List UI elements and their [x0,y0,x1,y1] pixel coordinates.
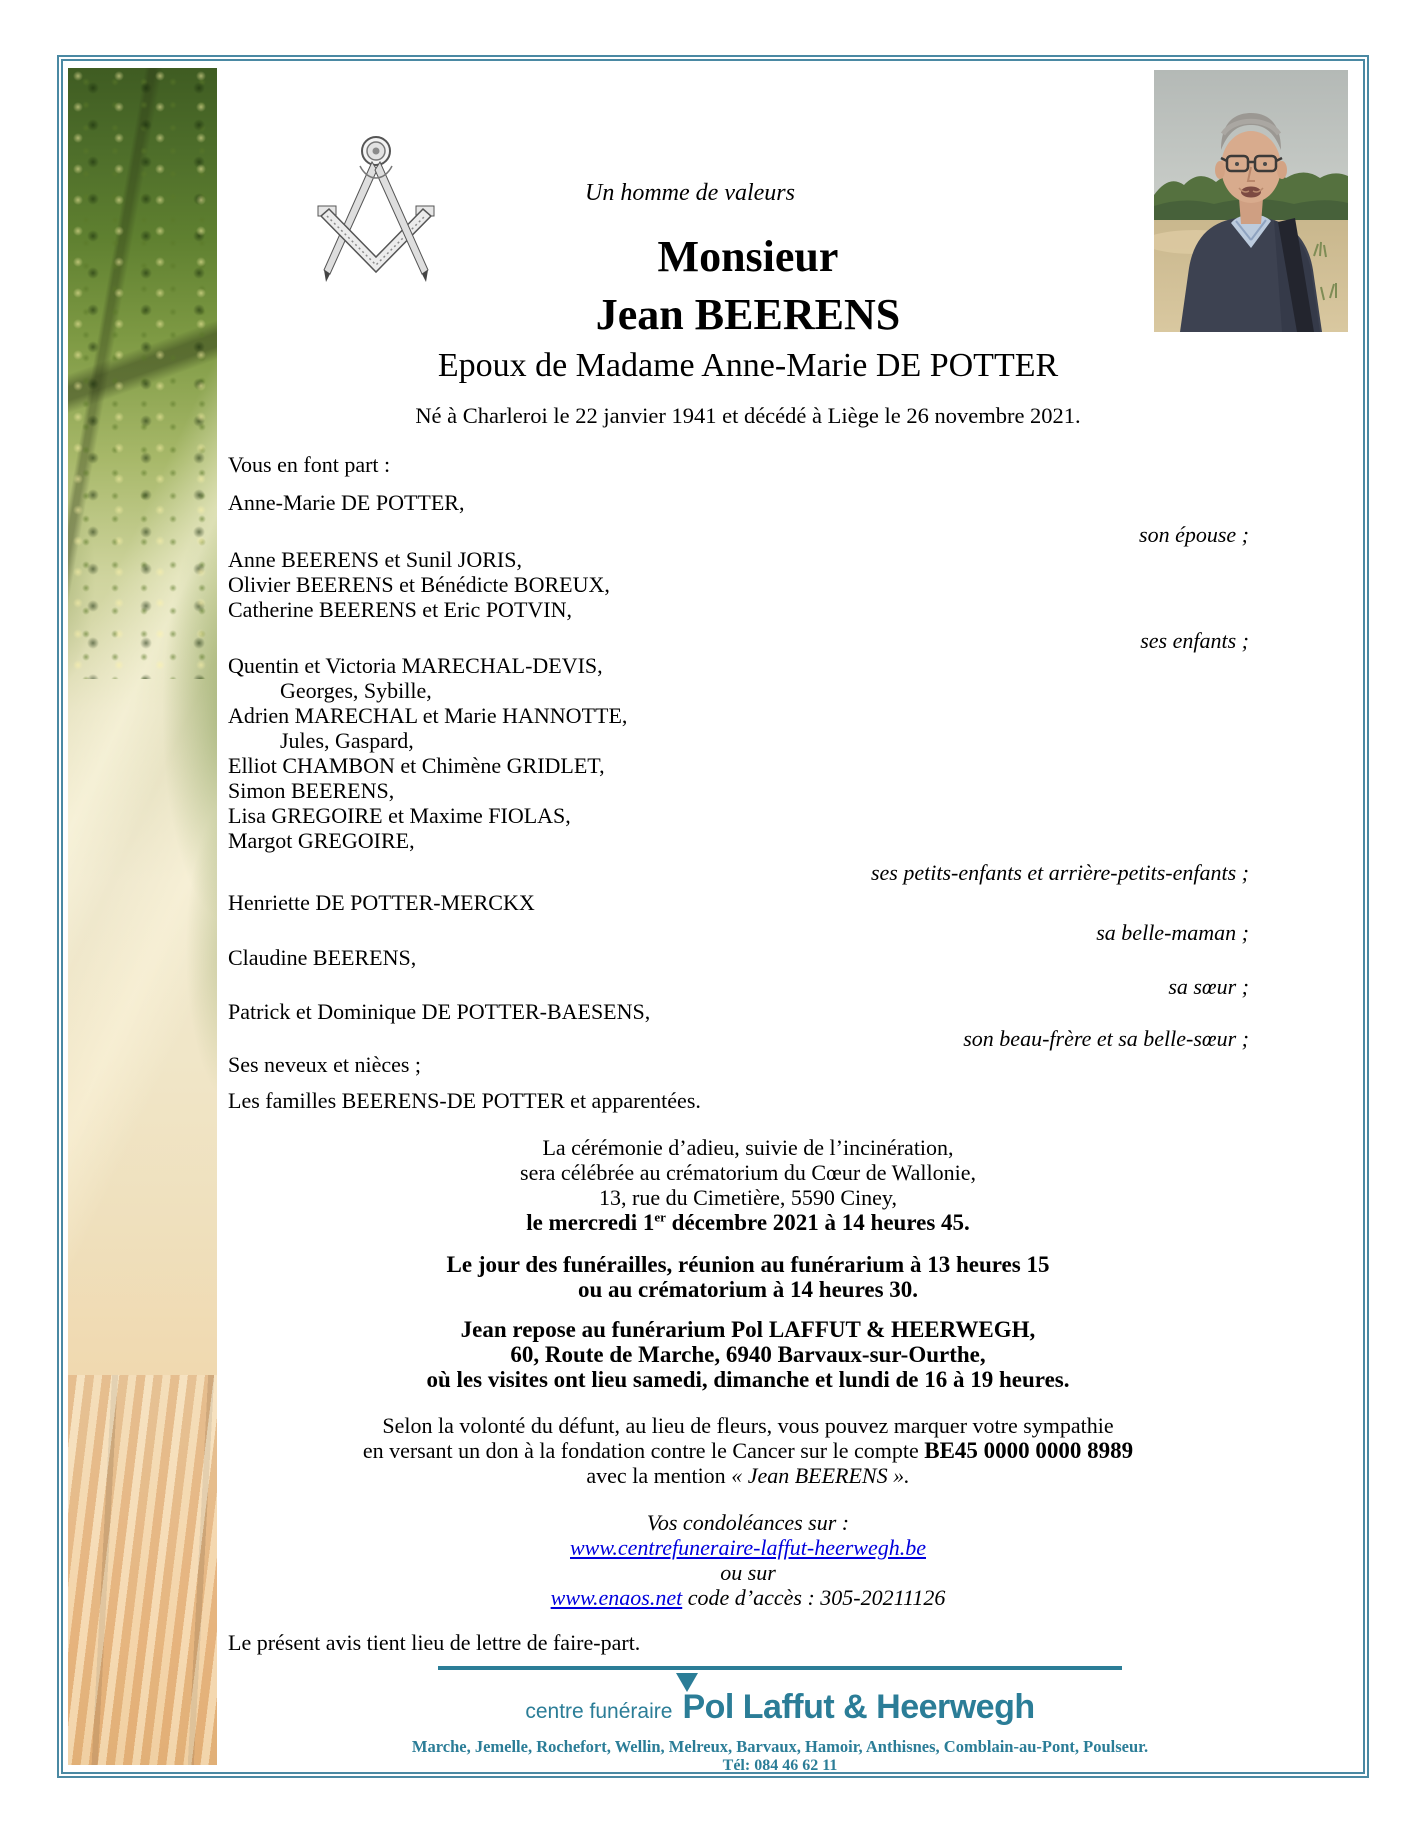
repose-line-2: 60, Route de Marche, 6940 Barvaux-sur-Ourthe, [510,1342,986,1367]
donation-account: BE45 0000 0000 8989 [924,1438,1134,1463]
relation-label: ses enfants ; [1140,628,1249,653]
ceremony-line-2: sera célébrée au crématorium du Cœur de Wallonie, [520,1160,976,1185]
ceremony-line-3: 13, rue du Cimetière, 5590 Ciney, [599,1185,897,1210]
condolences-link-row-1 [228,1535,1268,1560]
relation-label: sa belle-maman ; [1096,920,1249,945]
deceased-name: Jean BEERENS [595,290,901,339]
relation-label: sa sœur ; [1168,974,1249,999]
family-name-line: Elliot CHAMBON et Chimène GRIDLET, [228,753,605,778]
life-dates-line: Né à Charleroi le 22 janvier 1941 et décédé à Liège le 26 novembre 2021. [415,403,1081,428]
family-name-line: Quentin et Victoria MARECHAL-DEVIS, [228,653,603,678]
closing-nephews: Ses neveux et nièces ; [228,1052,422,1077]
funeral-date-line: le mercredi 1er décembre 2021 à 14 heures 45. [526,1209,970,1235]
repose-line-1: Jean repose au funérarium Pol LAFFUT & HEERWEGH, [460,1317,1036,1342]
ceremony-block [228,1135,1268,1610]
relation-label: son épouse ; [1139,522,1249,547]
closing-families: Les familles BEERENS-DE POTTER et apparentées. [228,1088,701,1113]
access-code-suffix: code d’accès : 305-20211126 [682,1585,946,1610]
condolences-heading: Vos condoléances sur : [646,1510,850,1535]
family-name-line: Henriette DE POTTER-MERCKX [228,890,535,915]
donation-line-1: Selon la volonté du défunt, au lieu de fleurs, vous pouvez marquer votre sympathie [382,1413,1114,1438]
donation-line-2: en versant un don à la fondation contre le Cancer sur le compte BE45 0000 0000 8989 [362,1438,1134,1463]
donation-mention: « Jean BEERENS ». [731,1463,910,1488]
condolences-link-row-2 [228,1585,1268,1610]
notice-line: Le présent avis tient lieu de lettre de faire-part. [228,1630,641,1655]
family-list [228,452,1249,1113]
ceremony-line-1: La cérémonie d’adieu, suivie de l’incinération, [542,1135,954,1160]
donation-line-3: avec la mention « Jean BEERENS ». [586,1463,910,1488]
brand-name: Pol Laffut & Heerwegh [682,1688,1035,1726]
relation-label: ses petits-enfants et arrière-petits-enfants ; [870,860,1249,885]
family-name-line: Lisa GREGOIRE et Maxime FIOLAS, [228,803,571,828]
repose-line-3: où les visites ont lieu samedi, dimanche et lundi de 16 à 19 heures. [426,1367,1070,1392]
footer-locations: Marche, Jemelle, Rochefort, Wellin, Melreux, Barvaux, Hamoir, Anthisnes, Comblain-au-Pont, Poulseur. [411,1737,1149,1756]
announcement-intro: Vous en font part : [228,452,391,477]
family-name-line: Adrien MARECHAL et Marie HANNOTTE, [228,703,628,728]
family-name-line: Simon BEERENS, [228,778,395,803]
family-name-line: Jules, Gaspard, [280,728,414,753]
spouse-line: Epoux de Madame Anne-Marie DE POTTER [437,347,1059,384]
family-name-line: Anne BEERENS et Sunil JORIS, [228,547,522,572]
gathering-line-2: ou au crématorium à 14 heures 30. [577,1277,919,1302]
relation-label: son beau-frère et sa belle-sœur ; [963,1026,1249,1051]
footer-phone: Tél: 084 46 62 11 [722,1757,838,1774]
motto-text: Un homme de valeurs [585,180,795,206]
family-name-line: Patrick et Dominique DE POTTER-BAESENS, [228,999,651,1024]
title-prefix: Monsieur [657,232,839,281]
family-name-line: Olivier BEERENS et Bénédicte BOREUX, [228,572,610,597]
funeral-home-brand [300,1688,1260,1727]
footer-rule [438,1666,1122,1670]
brand-prefix: centre funéraire [525,1700,673,1723]
family-name-line: Georges, Sybille, [280,678,432,703]
family-name-line: Claudine BEERENS, [228,945,417,970]
family-name-line: Anne-Marie DE POTTER, [228,490,465,515]
condolences-link-2[interactable]: www.enaos.net [550,1585,683,1610]
condolences-or-label: ou sur [720,1560,776,1585]
gathering-line-1: Le jour des funérailles, réunion au funérarium à 13 heures 15 [446,1252,1050,1277]
condolences-link-1[interactable]: www.centrefuneraire-laffut-heerwegh.be [570,1535,926,1560]
family-name-line: Catherine BEERENS et Eric POTVIN, [228,597,572,622]
family-name-line: Margot GREGOIRE, [228,828,415,853]
forest-path-image [68,68,217,1765]
